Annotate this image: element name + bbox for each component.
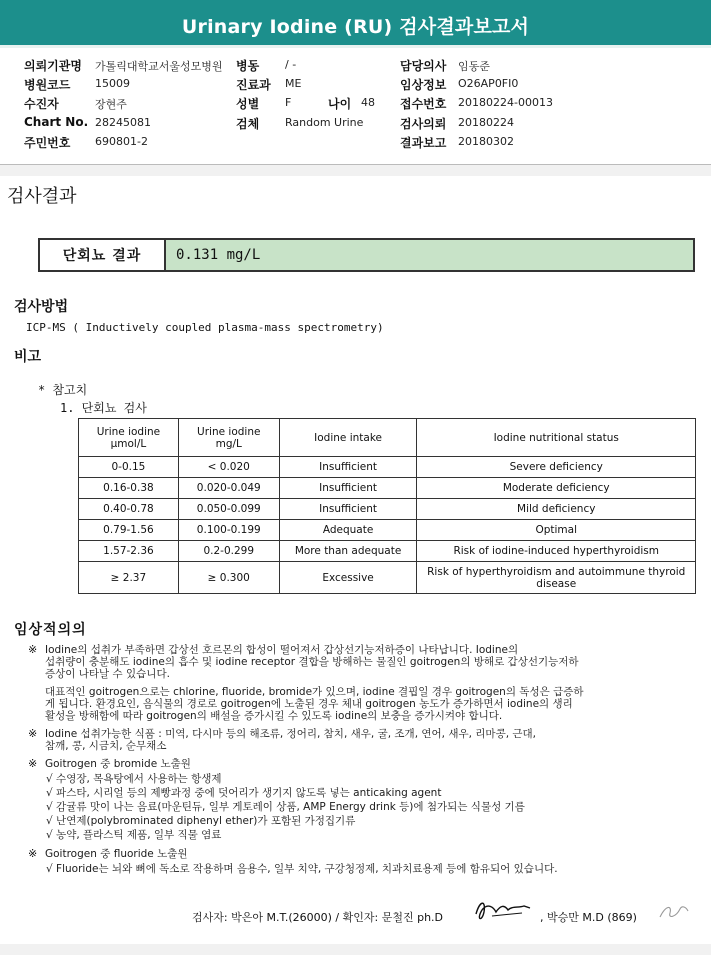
table-cell: 0-0.15 (79, 457, 179, 478)
sex-value: F (285, 96, 292, 109)
table-cell: < 0.020 (178, 457, 279, 478)
header-cell: Iodine nutritional status (417, 419, 696, 457)
hospcode-label: 병원코드 (24, 78, 71, 92)
table-cell: Risk of iodine-induced hyperthyroidism (417, 541, 696, 562)
table-cell: 1.57-2.36 (79, 541, 179, 562)
header-cell: Urine iodine mg/L (178, 419, 279, 457)
clinical-value: O26AP0FI0 (458, 77, 519, 90)
check-icon: √ (46, 801, 53, 813)
rrn-value: 690801-2 (95, 135, 148, 148)
table-cell: Adequate (279, 520, 417, 541)
table-cell: Insufficient (279, 457, 417, 478)
table-cell: Moderate deficiency (417, 478, 696, 499)
bromide-list: √ 수영장, 목욕탕에서 사용하는 항생제 √ 파스타, 시리얼 등의 제빵과정 중에 덧어리가 생기지 않도록 넣는 anticaking agent √ 감귤류 맛이 나는 음료(마운틴듀, 일부 게토레이 상품, AMP Energy drink 등)에 첨가되는 식물성 기름 √ 난연제(polybrominated diphenyl ether)가 포함된 가정집기류 √ 농약, 플라스틱 제품, 일부 직물 염료 (46, 773, 525, 841)
header-cell: Urine iodine μmol/L (79, 419, 179, 457)
check-icon: √ (46, 829, 53, 841)
signature-line-1: 검사자: 박은아 M.T.(26000) / 확인자: 문철진 ph.D (192, 911, 444, 924)
remarks-title: 비고 (14, 349, 42, 365)
check-icon: √ (46, 863, 53, 875)
table-cell: 0.020-0.049 (178, 478, 279, 499)
age-value: 48 (361, 96, 375, 109)
clinical-paragraph-1: Iodine의 섭취가 부족하면 갑상선 호르몬의 합성이 떨어져서 갑상선기능저하증이 나타납니다. Iodine의 섭취량이 충분해도 iodine의 흡수 및 iodine receptor 결합을 방해하는 물질인 goitrogen의 방해로 갑상선기능저하 증상이 나타날 수 있습니다. (45, 644, 579, 680)
table-cell: 0.40-0.78 (79, 499, 179, 520)
table-cell: 0.79-1.56 (79, 520, 179, 541)
receipt-label: 접수번호 (400, 97, 447, 111)
result-value: 0.131 mg/L (166, 240, 693, 270)
table-cell: ≥ 2.37 (79, 562, 179, 594)
reference-mark-icon: ※ (28, 727, 38, 740)
reference-mark-icon: ※ (28, 643, 38, 656)
specimen-value: Random Urine (285, 116, 364, 129)
section-divider (0, 165, 711, 176)
signature-image (472, 896, 534, 926)
header-cell: Iodine intake (279, 419, 417, 457)
check-icon: √ (46, 773, 53, 785)
hospcode-value: 15009 (95, 77, 130, 90)
reference-mark-icon: ※ (28, 847, 38, 860)
reference-subheading: 1. 단회뇨 검사 (60, 401, 147, 415)
result-box (38, 238, 695, 272)
signature-image (654, 899, 694, 923)
institution-value: 가톨릭대학교서울성모병원 (95, 60, 223, 73)
dept-value: ME (285, 77, 302, 90)
patient-value: 장현주 (95, 98, 127, 111)
table-cell: Insufficient (279, 478, 417, 499)
ward-label: 병동 (236, 59, 260, 73)
check-icon: √ (46, 815, 53, 827)
institution-label: 의뢰기관명 (24, 59, 82, 73)
table-cell: 0.050-0.099 (178, 499, 279, 520)
table-row (79, 499, 696, 520)
report-value: 20180302 (458, 135, 514, 148)
table-cell: Risk of hyperthyroidism and autoimmune thyroid disease (417, 562, 696, 594)
doctor-value: 임동준 (458, 60, 490, 73)
table-row (79, 457, 696, 478)
report-header (0, 0, 711, 48)
bromide-title: Goitrogen 중 bromide 노출원 (45, 758, 191, 770)
rrn-label: 주민번호 (24, 136, 71, 150)
table-cell: Mild deficiency (417, 499, 696, 520)
table-header-row (79, 419, 696, 457)
results-section-title: 검사결과 (7, 186, 77, 207)
ward-value: / - (285, 58, 297, 71)
report-title: Urinary Iodine (RU) 검사결과보고서 (181, 16, 530, 38)
table-row (79, 562, 696, 594)
table-cell: Excessive (279, 562, 417, 594)
reference-table (78, 418, 696, 594)
footer-bar (0, 944, 711, 955)
request-value: 20180224 (458, 116, 514, 129)
check-icon: √ (46, 787, 53, 799)
patient-label: 수진자 (24, 97, 59, 111)
table-cell: 0.2-0.299 (178, 541, 279, 562)
fluoride-list: √ Fluoride는 뇌와 뼈에 독소로 작용하며 음용수, 일부 치약, 구강청정제, 치과치료용제 등에 함유되어 있습니다. (46, 863, 558, 875)
signature-line-2: , 박승만 M.D (869) (540, 911, 637, 924)
table-row (79, 541, 696, 562)
clinical-label: 임상정보 (400, 78, 447, 92)
reference-mark-icon: ※ (28, 757, 38, 770)
table-row (79, 520, 696, 541)
table-cell: Optimal (417, 520, 696, 541)
clinical-paragraph-2: 대표적인 goitrogen으로는 chlorine, fluoride, bromide가 있으며, iodine 결핍일 경우 goitrogen의 독성은 급증하 게 됩니다. 환경요인, 음식물의 경로로 goitrogen에 노출된 경우 체내 goitrogen 농도가 증가하면서 iodine의 생리 활성을 방해함에 따라 goitrogen의 배설을 증가시킬 수 있도록 iodine의 보충을 증가시켜야 합니다. (45, 686, 584, 722)
doctor-label: 담당의사 (400, 59, 447, 73)
table-cell: 0.16-0.38 (79, 478, 179, 499)
clinical-paragraph-3: Iodine 섭취가능한 식품 : 미역, 다시마 등의 해조류, 정어리, 참치, 새우, 굴, 조개, 연어, 새우, 리마콩, 근대, 참깨, 콩, 시금치, 순무채소 (45, 728, 537, 752)
specimen-label: 검체 (236, 117, 260, 131)
chart-label: Chart No. (24, 115, 89, 129)
dept-label: 진료과 (236, 78, 271, 92)
method-text: ICP-MS ( Inductively coupled plasma-mass spectrometry) (26, 321, 384, 334)
age-label: 나이 (328, 97, 352, 111)
receipt-value: 20180224-00013 (458, 96, 553, 109)
table-cell: More than adequate (279, 541, 417, 562)
clinical-significance-title: 임상적의의 (14, 622, 87, 638)
result-label: 단회뇨 결과 (40, 240, 166, 270)
patient-info-panel (0, 51, 711, 165)
table-row (79, 478, 696, 499)
table-cell: 0.100-0.199 (178, 520, 279, 541)
reference-heading: * 참고치 (38, 383, 88, 397)
request-label: 검사의뢰 (400, 117, 447, 131)
fluoride-title: Goitrogen 중 fluoride 노출원 (45, 848, 188, 860)
table-cell: Insufficient (279, 499, 417, 520)
chart-value: 28245081 (95, 116, 151, 129)
report-label: 결과보고 (400, 136, 447, 150)
method-title: 검사방법 (14, 299, 69, 315)
table-cell: ≥ 0.300 (178, 562, 279, 594)
sex-label: 성별 (236, 97, 260, 111)
table-cell: Severe deficiency (417, 457, 696, 478)
